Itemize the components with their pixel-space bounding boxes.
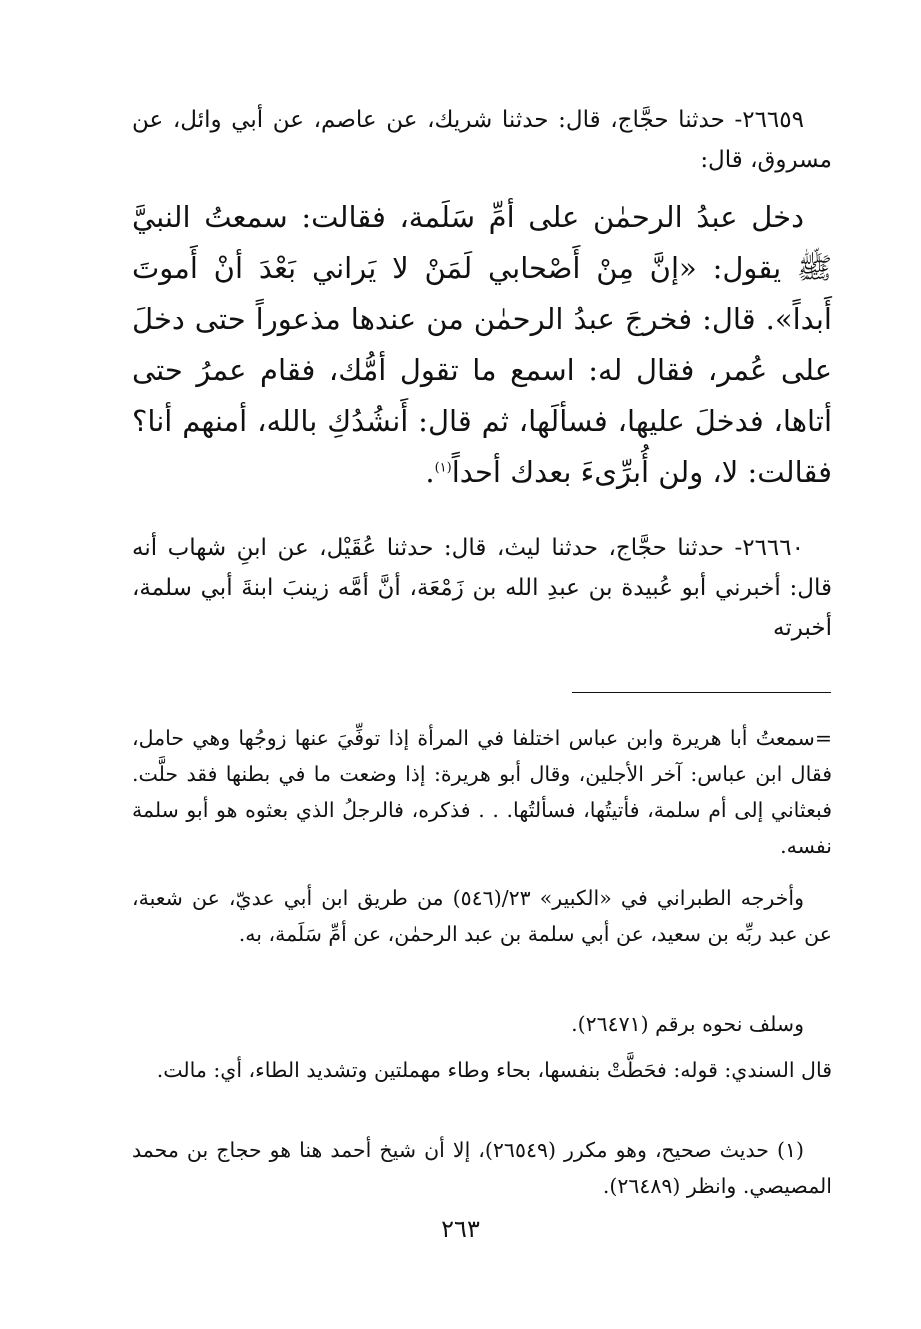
footnote-separator	[572, 692, 831, 693]
hadith-26659-matn-text: دخل عبدُ الرحمٰن على أمِّ سَلَمة، فقالت: سمعتُ النبيَّ ﷺ يقول: «إنَّ مِنْ أَصْحابي لَمَنْ لا يَراني بَعْدَ أنْ أَموتَ أَبداً». قال: فخرجَ عبدُ الرحمٰن من عندها مذعوراً حتى دخلَ على عُمر، فقال له: اسمع ما تقول أمُّك، فقام عمرُ حتى أتاها، فدخلَ عليها، فسألَها، ثم قال: أَنشُدُكِ بالله، أمنهم أنا؟ فقالت: لا، ولن أُبرِّىءَ بعدك أحداً	[132, 200, 832, 489]
hadith-26659-matn-end: .	[425, 455, 435, 489]
footnote-cross-reference: وسلف نحوه برقم (٢٦٤٧١).	[571, 1012, 804, 1036]
footnote-sindi-note: قال السندي: قوله: فحَطَّتْ بنفسها، بحاء وطاء مهملتين وتشديد الطاء، أي: مالت.	[156, 1058, 832, 1082]
footnote-1: (١) حديث صحيح، وهو مكرر (٢٦٥٤٩)، إلا أن شيخ أحمد هنا هو حجاج بن محمد المصيصي. وانظر (٢٦٤٨٩).	[132, 1138, 832, 1198]
footnote-ref-marker: (١)	[434, 460, 452, 476]
footnote-tabarani-note: وأخرجه الطبراني في «الكبير» ٢٣/(٥٤٦) من طريق ابن أبي عديّ، عن شعبة، عن عبد ربِّه بن سعيد، عن أبي سلمة بن عبد الرحمٰن، عن أمِّ سَلَمة، به.	[132, 886, 832, 946]
page-number: ٢٦٣	[441, 1215, 480, 1243]
hadith-26660-intro: ٢٦٦٦٠- حدثنا حجَّاج، حدثنا ليث، قال: حدثنا عُقَيْل، عن ابنِ شهاب أنه قال: أخبرني أبو عُبيدة بن عبدِ الله بن زَمْعَة، أنَّ أمَّه زينبَ ابنةَ أبي سلمة، أخبرته	[132, 535, 832, 641]
hadith-26659-matn	[132, 192, 832, 498]
hadith-26659-intro: ٢٦٦٥٩- حدثنا حجَّاج، قال: حدثنا شريك، عن عاصم، عن أبي وائل، عن مسروق، قال:	[132, 107, 832, 173]
footnote-continuation: =سمعتُ أبا هريرة وابن عباس اختلفا في المرأة إذا توفِّيَ عنها زوجُها وهي حامل، فقال ابن عباس: آخر الأجلين، وقال أبو هريرة: إذا وضعت ما في بطنها فقد حلَّت. فبعثاني إلى أم سلمة، فأتيتُها، فسألتُها. . . فذكره، فالرجلُ الذي بعثوه هو أبو سلمة نفسه.	[132, 726, 832, 858]
